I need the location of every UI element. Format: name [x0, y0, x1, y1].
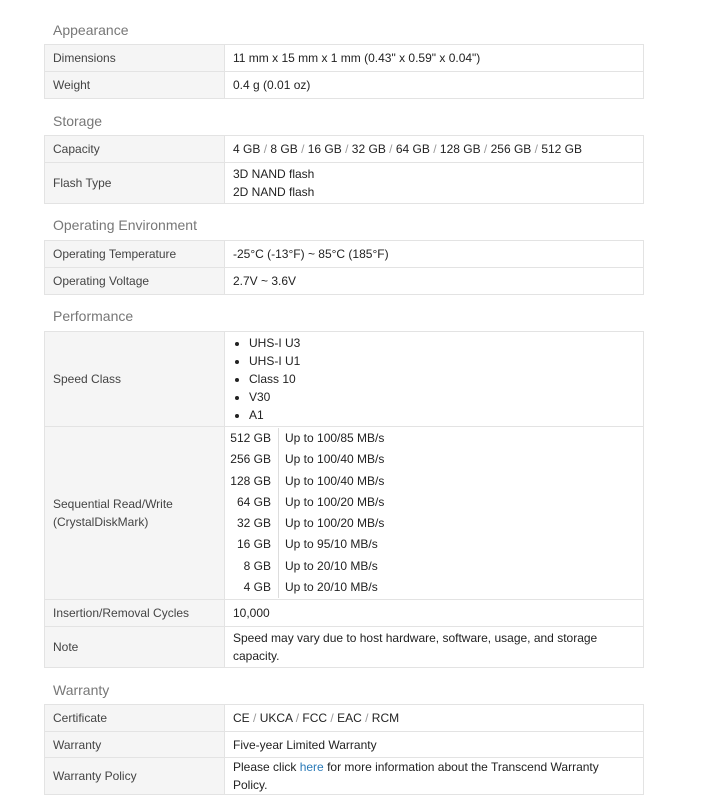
table-row — [45, 732, 644, 758]
table-row — [45, 627, 644, 668]
row-label: Operating Temperature — [45, 241, 225, 268]
speed-cell: Up to 100/40 MB/s — [285, 473, 385, 488]
row-label: Capacity — [45, 136, 225, 163]
row-label: Certificate — [45, 705, 225, 732]
table-row — [45, 705, 644, 732]
flash-type-item: 3D NAND flash — [233, 167, 315, 181]
certificate-item: UKCA — [259, 711, 293, 725]
speed-cell: Up to 20/10 MB/s — [285, 580, 378, 595]
capacity-item: 256 GB — [490, 142, 532, 156]
capacity-cell: 4 GB — [225, 577, 279, 598]
row-value: 11 mm x 15 mm x 1 mm (0.43" x 0.59" x 0.04") — [225, 45, 644, 72]
table-row — [45, 241, 644, 268]
row-label: Warranty — [45, 732, 225, 758]
table-row — [225, 513, 384, 534]
certificate-item: EAC — [337, 711, 362, 725]
speed-cell: Up to 95/10 MB/s — [285, 537, 378, 552]
capacity-cell: 512 GB — [225, 428, 279, 449]
section-title-environment: Operating Environment — [53, 217, 197, 233]
certificate-item: CE — [233, 711, 250, 725]
table-row — [45, 758, 644, 795]
row-value: Five-year Limited Warranty — [225, 732, 644, 758]
storage-table — [44, 135, 644, 204]
row-label: Speed Class — [45, 332, 225, 427]
certificate-item: FCC — [302, 711, 328, 725]
speed-cell: Up to 20/10 MB/s — [285, 558, 378, 573]
speed-class-cell — [225, 332, 644, 427]
row-label: Note — [45, 627, 225, 668]
capacity-item: 64 GB — [395, 142, 430, 156]
row-label: Operating Voltage — [45, 268, 225, 295]
sequential-cell — [225, 427, 644, 600]
section-title-storage: Storage — [53, 113, 103, 129]
row-value: 10,000 — [225, 600, 644, 627]
row-label: Warranty Policy — [45, 758, 225, 795]
table-row — [225, 428, 384, 449]
list-item: • A1 — [249, 406, 635, 424]
table-row — [45, 136, 644, 163]
row-label: Dimensions — [45, 45, 225, 72]
table-row — [225, 449, 384, 470]
row-label: Insertion/Removal Cycles — [45, 600, 225, 627]
warranty-table — [44, 704, 644, 795]
capacity-item: 8 GB — [270, 142, 298, 156]
speed-cell: Up to 100/85 MB/s — [285, 430, 385, 445]
sequential-table — [225, 428, 384, 598]
section-title-performance: Performance — [53, 308, 134, 324]
capacity-item: 32 GB — [351, 142, 386, 156]
environment-table — [44, 240, 644, 295]
sequential-label: Sequential Read/Write — [53, 497, 173, 511]
list-item: • UHS-I U3 — [249, 334, 635, 352]
table-row — [45, 332, 644, 427]
list-item: • UHS-I U1 — [249, 352, 635, 370]
table-row — [45, 268, 644, 295]
section-title-appearance: Appearance — [53, 22, 129, 38]
capacity-cell: 256 GB — [225, 449, 279, 470]
row-value: 0.4 g (0.01 oz) — [225, 72, 644, 99]
table-row — [225, 492, 384, 513]
section-title-warranty: Warranty — [53, 682, 110, 698]
certificate-list: CE / UKCA / FCC / EAC / RCM — [225, 705, 644, 732]
capacity-cell: 128 GB — [225, 470, 279, 491]
warranty-policy-link[interactable]: here — [299, 760, 324, 774]
table-row — [225, 556, 384, 577]
performance-table — [44, 331, 644, 668]
row-label — [45, 427, 225, 600]
capacity-cell: 8 GB — [225, 556, 279, 577]
table-row — [225, 470, 384, 491]
speed-cell: Up to 100/20 MB/s — [285, 516, 385, 531]
table-row — [225, 534, 384, 555]
list-item: • Class 10 — [249, 370, 635, 388]
table-row — [45, 45, 644, 72]
list-item: • V30 — [249, 388, 635, 406]
speed-cell: Up to 100/20 MB/s — [285, 494, 385, 509]
speed-class-list — [233, 334, 635, 424]
certificate-item: RCM — [371, 711, 400, 725]
capacity-cell: 32 GB — [225, 513, 279, 534]
capacity-cell: 16 GB — [225, 534, 279, 555]
warranty-policy-value — [225, 758, 644, 795]
policy-suffix: for more information about the Transcend Warranty Policy. — [233, 760, 599, 792]
capacity-item: 512 GB — [541, 142, 583, 156]
flash-type-list — [225, 163, 644, 204]
policy-prefix: Please click — [233, 760, 300, 774]
table-row — [45, 600, 644, 627]
capacity-item: 4 GB — [233, 142, 261, 156]
table-row — [225, 577, 384, 598]
capacity-list: 4 GB / 8 GB / 16 GB / 32 GB / 64 GB / 128 GB / 256 GB / 512 GB — [225, 136, 644, 163]
speed-cell: Up to 100/40 MB/s — [285, 452, 385, 467]
row-label: Flash Type — [45, 163, 225, 204]
row-value: Speed may vary due to host hardware, software, usage, and storage capacity. — [225, 627, 644, 668]
flash-type-item: 2D NAND flash — [233, 185, 315, 199]
sequential-label-sub: (CrystalDiskMark) — [53, 515, 149, 529]
row-value: 2.7V ~ 3.6V — [225, 268, 644, 295]
capacity-item: 16 GB — [307, 142, 342, 156]
table-row — [45, 163, 644, 204]
table-row — [45, 72, 644, 99]
row-label: Weight — [45, 72, 225, 99]
capacity-item: 128 GB — [439, 142, 481, 156]
row-value: -25°C (-13°F) ~ 85°C (185°F) — [225, 241, 644, 268]
table-row — [45, 427, 644, 600]
appearance-table — [44, 44, 644, 99]
capacity-cell: 64 GB — [225, 492, 279, 513]
